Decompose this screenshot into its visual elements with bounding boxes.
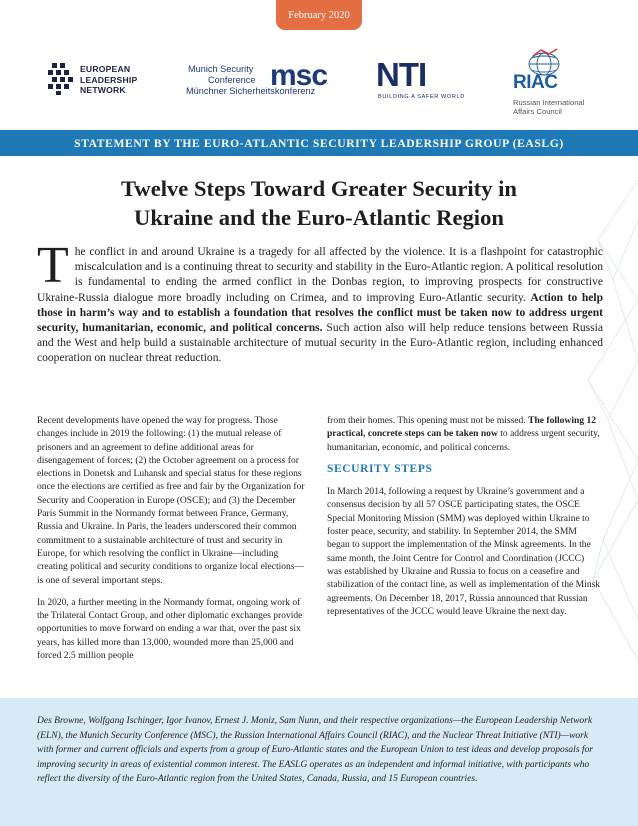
date-label: February 2020 [288, 9, 350, 21]
footer-text: Des Browne, Wolfgang Ischinger, Igor Ivanov, Ernest J. Moniz, Sam Nunn, and their respective organizations—the European Leadership Network (ELN), the Munich Security Conference (MSC), the Russian International Affairs Council (RIAC), and the Nuclear Threat Initiative (NTI)—work with former and current officials and experts from a group of Euro-Atlantic states and the European Union to test ideas and develop proposals for improving security in areas of existential common interest. The EASLG operates as an independent and informal initiative, with participants who reflect the diversity of the Euro-Atlantic region from the United States, Canada, Russia, and 15 European countries. [37, 716, 593, 785]
drop-cap: T [37, 237, 69, 294]
intro-text-1: he conflict in and around Ukraine is a tragedy for all affected by the violence. It is a flashpoint for catastrophic miscalculation and is a continuing threat to security and stability in the Euro-Atlantic region. A political resolution is fundamental to ending the armed conflict in the Donbas region, to improving prospects for constructive Ukraine-Russia dialogue more broadly including on Crimea, and to improving Euro-Atlantic security. [37, 246, 603, 304]
intro-bold-text: Action to help those in harm’s way and to establish a foundation that resolves the conflict must be taken now to address urgent security, humanitarian, economic, and political concerns. [37, 291, 603, 335]
banner-text: STATEMENT BY THE EURO-ATLANTIC SECURITY LEADERSHIP GROUP (EASLG) [74, 136, 564, 150]
riac-mark: RIAC [513, 72, 558, 93]
nti-tagline: BUILDING A SAFER WORLD [378, 94, 465, 100]
document-title [40, 174, 598, 232]
riac-line-1: Russian International [513, 98, 585, 107]
msc-mark: msc [270, 59, 328, 92]
title-line-1: Twelve Steps Toward Greater Security in [121, 176, 517, 201]
right-para1-bold: The following 12 practical, concrete steps can be taken now [327, 415, 596, 440]
eln-logo-text [80, 64, 137, 96]
nti-logo [376, 56, 468, 104]
footer-box [0, 698, 638, 826]
msc-line-1: Munich Security [188, 64, 254, 74]
msc-logo [186, 59, 336, 102]
eln-line-1: EUROPEAN [80, 64, 131, 74]
eln-line-3: NETWORK [80, 85, 126, 96]
right-paragraph-2: In March 2014, following a request by Ukraine’s government and a consensus decision by all 57 OSCE participating states, the OSCE Special Monitoring Mission (SMM) was deployed within Ukraine to foster peace, security, and stability. In September 2014, the SMM began to support the implementation of the Minsk agreements. In the same month, the Joint Centre for Control and Coordination (JCCC) was established by Ukraine and Russia to focus on a ceasefire and stabilization of the contact line, as well as implementation of the Minsk agreements. On December 18, 2017, Russia announced that Russian representatives of the JCCC would leave Ukraine the next day. [327, 486, 601, 617]
left-column [37, 414, 308, 671]
msc-line-2: Conference [208, 75, 256, 85]
msc-line-3: Münchner Sicherheitskonferenz [186, 86, 316, 96]
eln-logo [46, 60, 151, 100]
eln-logo-icon [46, 62, 78, 96]
date-tab [276, 0, 362, 30]
riac-subtitle [513, 98, 584, 116]
section-heading-security-steps: SECURITY STEPS [327, 462, 433, 475]
intro-paragraph [37, 237, 603, 367]
riac-line-2: Affairs Council [513, 107, 562, 117]
right-para1-end: to address urgent security, humanitarian, economic, and political concerns. [327, 428, 600, 453]
right-para1-text: from their homes. This opening must not be missed. [327, 415, 526, 426]
right-column [327, 414, 601, 627]
riac-logo [513, 48, 605, 118]
right-paragraph-1 [327, 414, 601, 454]
left-paragraph-2: In 2020, a further meeting in the Normandy format, ongoing work of the Trilateral Contact Group, and other diplomatic exchanges provide opportunities to move forward on ending a war that, over the past six years, has killed more than 13,000, wounded more than 25,000 and forced 2.5 million people [37, 596, 303, 662]
intro-text-2: Such action also will help reduce tensions between Russia and the West and help build a sustainable architecture of mutual security in the Euro-Atlantic region, including enhanced cooperation on nuclear threat reduction. [37, 322, 603, 365]
left-paragraph-1: Recent developments have opened the way for progress. Those changes include in 2019 the following: (1) the mutual release of prisoners and an agreement to define additional areas for disengagement of forces; (2) the October agreement on a process for elections in Donetsk and Luhansk and special status for these regions once the elections are certified as free and fair by the Organization for Security and Cooperation in Europe (OSCE); and (3) the December Paris Summit in the Normandy format between France, Germany, Russia and Ukraine. In Paris, the leaders underscored their common commitment to a sustainable architecture of trust and security in Europe, for which resolving the conflict in Ukraine—including creating political and security conditions to organize local elections—is one of several important steps. [37, 415, 305, 586]
nti-mark: NTI [376, 56, 427, 93]
statement-banner [0, 130, 638, 156]
title-line-2: Ukraine and the Euro-Atlantic Region [134, 205, 504, 230]
eln-line-2: LEADERSHIP [80, 74, 138, 85]
